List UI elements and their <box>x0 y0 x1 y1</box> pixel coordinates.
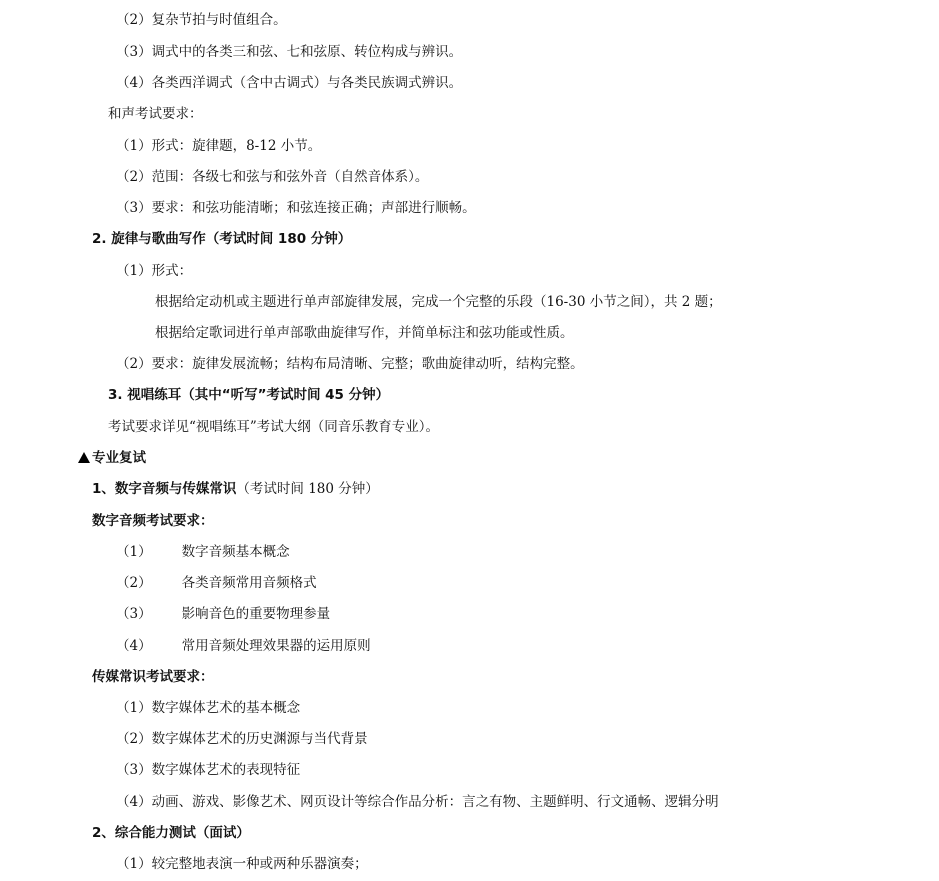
list-item: （3）数字媒体艺术的表现特征 <box>116 762 301 778</box>
list-item <box>116 543 290 561</box>
list-item-number: （4） <box>116 638 152 654</box>
text-line: （1）形式：旋律题，8-12 小节。 <box>116 138 322 154</box>
list-item-number: （2） <box>116 575 152 591</box>
section-heading-note: （考试时间 180 分钟） <box>236 481 379 497</box>
list-item-text: 各类音频常用音频格式 <box>181 575 317 591</box>
text-line: （2）复杂节拍与时值组合。 <box>116 12 287 28</box>
list-item-text: 常用音频处理效果器的运用原则 <box>181 638 371 654</box>
list-item <box>116 637 371 655</box>
major-heading <box>78 449 146 467</box>
list-item: （1）较完整地表演一种或两种乐器演奏； <box>116 856 368 872</box>
text-line: （3）要求：和弦功能清晰；和弦连接正确；声部进行顺畅。 <box>116 200 476 216</box>
list-item: （4）动画、游戏、影像艺术、网页设计等综合作品分析：言之有物、主题鲜明、行文通畅、逻辑分明 <box>116 794 719 810</box>
subsection-label: 传媒常识考试要求： <box>92 669 214 685</box>
section-heading: 3. 视唱练耳（其中“听写”考试时间 45 分钟） <box>108 387 390 403</box>
section-heading-title: 1、数字音频与传媒常识 <box>92 481 237 497</box>
major-heading-text: 专业复试 <box>92 450 146 466</box>
text-line: （2）要求：旋律发展流畅；结构布局清晰、完整；歌曲旋律动听，结构完整。 <box>116 356 584 372</box>
text-line: （1）形式： <box>116 263 193 279</box>
section-heading: 2、综合能力测试（面试） <box>92 825 250 841</box>
list-item-text: 影响音色的重要物理参量 <box>181 606 331 622</box>
text-line: （2）范围：各级七和弦与和弦外音（自然音体系）。 <box>116 169 429 185</box>
section-heading: 2. 旋律与歌曲写作（考试时间 180 分钟） <box>92 231 352 247</box>
list-item-text: 数字音频基本概念 <box>181 544 290 560</box>
list-item: （2）数字媒体艺术的历史渊源与当代背景 <box>116 731 368 747</box>
text-line: 考试要求详见“视唱练耳”考试大纲（同音乐教育专业）。 <box>108 419 440 435</box>
list-item <box>116 574 317 592</box>
section-heading <box>92 480 379 498</box>
list-item-number: （1） <box>116 544 152 560</box>
subsection-label: 数字音频考试要求： <box>92 513 214 529</box>
list-item <box>116 605 330 623</box>
list-item: （1）数字媒体艺术的基本概念 <box>116 700 301 716</box>
black-triangle-icon <box>78 452 90 463</box>
text-line: （3）调式中的各类三和弦、七和弦原、转位构成与辨识。 <box>116 44 463 60</box>
text-line: 根据给定歌词进行单声部歌曲旋律写作，并简单标注和弦功能或性质。 <box>155 325 574 341</box>
subsection-label: 和声考试要求： <box>108 106 203 122</box>
text-line: 根据给定动机或主题进行单声部旋律发展，完成一个完整的乐段（16-30 小节之间），共 2 题； <box>155 294 722 310</box>
list-item-number: （3） <box>116 606 152 622</box>
text-line: （4）各类西洋调式（含中古调式）与各类民族调式辨识。 <box>116 75 463 91</box>
